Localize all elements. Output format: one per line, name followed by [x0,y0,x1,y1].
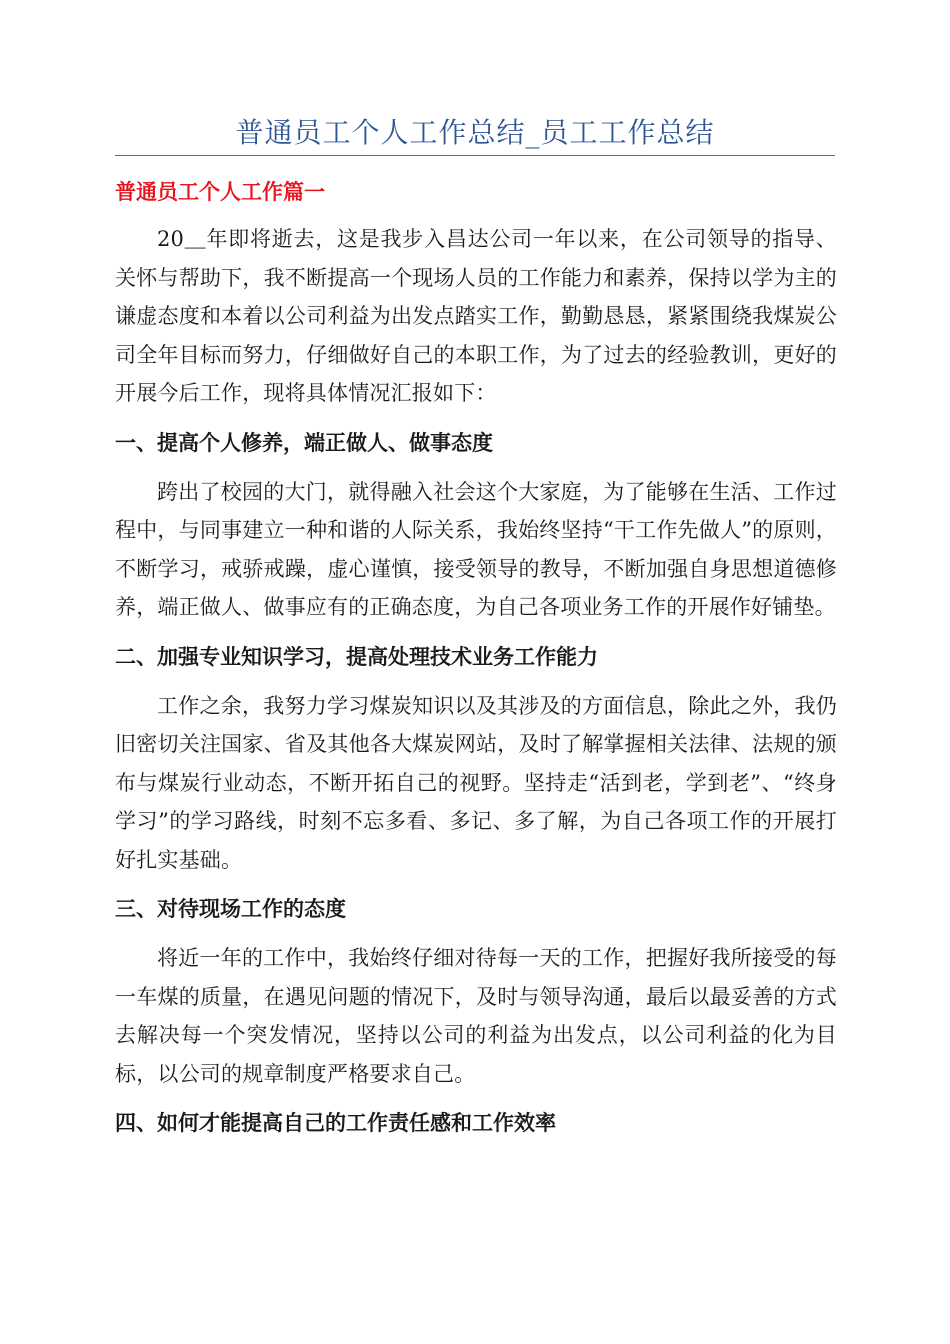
title-underline [115,155,835,156]
section-heading-1: 一、提高个人修养，端正做人、做事态度 [115,430,493,455]
section-heading-4: 四、如何才能提高自己的工作责任感和工作效率 [115,1111,556,1135]
section-paragraph-2: 工作之余，我努力学习煤炭知识以及其涉及的方面信息，除此之外，我仍旧密切关注国家、省及其他各大煤炭网站，及时了解掌握相关法律、法规的颁布与煤炭行业动态，不断开拓自己的视野。坚持走“活到老，学到老”、“终身学习”的学习路线，时刻不忘多看、多记、多了解，为自己各项工作的开展打好扎实基础。 [115,693,837,872]
intro-heading: 普通员工个人工作篇一 [115,180,325,204]
intro-paragraph: 20＿年即将逝去，这是我步入昌达公司一年以来，在公司领导的指导、关怀与帮助下，我不断提高一个现场人员的工作能力和素养，保持以学为主的谦虚态度和本着以公司利益为出发点踏实工作，勤勤恳恳，紧紧围绕我煤炭公司全年目标而努力，仔细做好自己的本职工作，为了过去的经验教训，更好的开展今后工作，现将具体情况汇报如下： [115,227,837,405]
section-heading-2: 二、加强专业知识学习，提高处理技术业务工作能力 [115,644,598,669]
document-body [115,172,837,1153]
section-paragraph-1: 跨出了校园的大门，就得融入社会这个大家庭，为了能够在生活、工作过程中，与同事建立一种和谐的人际关系，我始终坚持“干工作先做人”的原则，不断学习，戒骄戒躁，虚心谨慎，接受领导的教导，不断加强自身思想道德修养，端正做人、做事应有的正确态度，为自己各项业务工作的开展作好铺垫。 [115,479,837,619]
section-heading-3: 三、对待现场工作的态度 [115,897,346,921]
document-title: 普通员工个人工作总结_员工工作总结 [235,116,715,149]
section-paragraph-3: 将近一年的工作中，我始终仔细对待每一天的工作，把握好我所接受的每一车煤的质量，在遇见问题的情况下，及时与领导沟通，最后以最妥善的方式去解决每一个突发情况，坚持以公司的利益为出发点，以公司利益的化为目标，以公司的规章制度严格要求自己。 [115,946,837,1086]
